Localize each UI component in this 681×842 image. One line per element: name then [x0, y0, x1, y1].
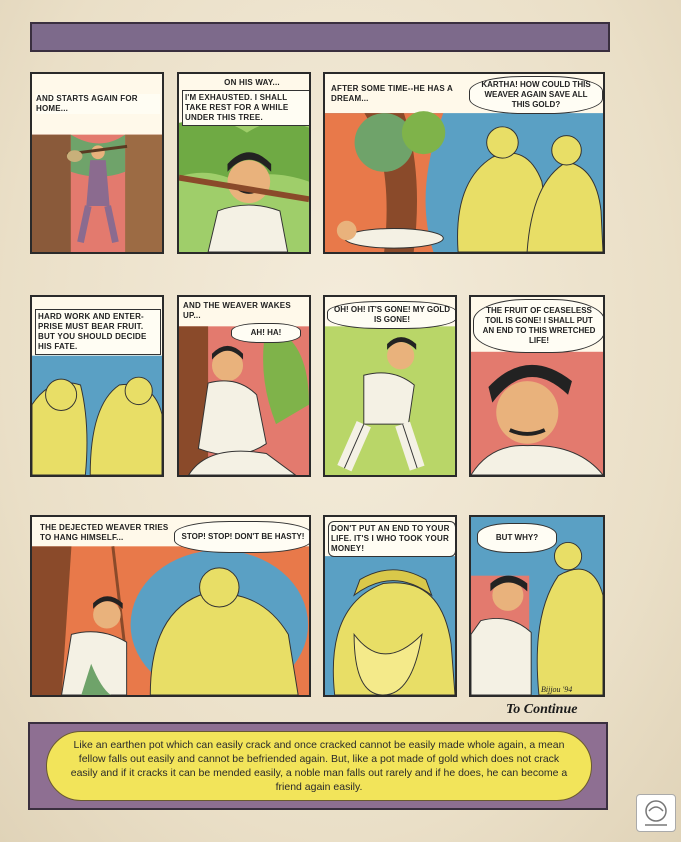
artist-signature: Bijjou '94	[541, 685, 573, 694]
panel-2-caption: ON HIS WAY...	[224, 78, 280, 87]
panel-10-speech: BUT WHY?	[477, 523, 557, 553]
panel-9-speech: DON'T PUT AN END TO YOUR LIFE. IT'S I WHO TOOK YOUR MONEY!	[328, 521, 456, 557]
panel-5-speech: AH! HA!	[231, 323, 301, 343]
panel-6	[323, 295, 457, 477]
panel-6-speech: OH! OH! IT'S GONE! MY GOLD IS GONE!	[327, 301, 457, 329]
panel-3-caption: AFTER SOME TIME--HE HAS A DREAM...	[331, 84, 453, 103]
panel-5	[177, 295, 311, 477]
panel-1	[30, 72, 164, 254]
panel-3-speech: KARTHA! HOW COULD THIS WEAVER AGAIN SAVE ALL THIS GOLD?	[469, 76, 603, 114]
publisher-logo-art	[637, 795, 675, 831]
panel-1-caption: AND STARTS AGAIN FOR HOME...	[36, 94, 160, 114]
to-continue-label: To Continue	[506, 702, 578, 717]
panel-4-caption: HARD WORK AND ENTER-PRISE MUST BEAR FRUIT. BUT YOU SHOULD DECIDE HIS FATE.	[35, 309, 161, 355]
publisher-logo-icon	[636, 794, 676, 832]
panel-8-speech: STOP! STOP! DON'T BE HASTY!	[174, 521, 311, 553]
panel-2-speech: I'M EXHAUSTED. I SHALL TAKE REST FOR A WHILE UNDER THIS TREE.	[182, 90, 310, 126]
panel-2	[177, 72, 311, 254]
panel-10	[469, 515, 605, 697]
panel-3	[323, 72, 605, 254]
panel-5-caption: AND THE WEAVER WAKES UP...	[183, 301, 291, 320]
panel-8-caption: THE DEJECTED WEAVER TRIES TO HANG HIMSELF...	[40, 523, 169, 542]
panel-4	[30, 295, 164, 477]
moral-text: Like an earthen pot which can easily crack and once cracked cannot be easily made whole again, a mean fellow falls out easily and cannot be befriended again. But, like a pot made of gold which does not crack easily and if it cracks it can be mended easily, a noble man falls out rarely and if he does, he can become a friend again easily.	[70, 739, 568, 793]
panel-9	[323, 515, 457, 697]
panel-7-speech: THE FRUIT OF CEASELESS TOIL IS GONE! I SHALL PUT AN END TO THIS WRETCHED LIFE!	[473, 299, 605, 353]
panel-8	[30, 515, 311, 697]
moral-pill	[46, 731, 592, 801]
top-banner	[30, 22, 610, 52]
panel-7	[469, 295, 605, 477]
